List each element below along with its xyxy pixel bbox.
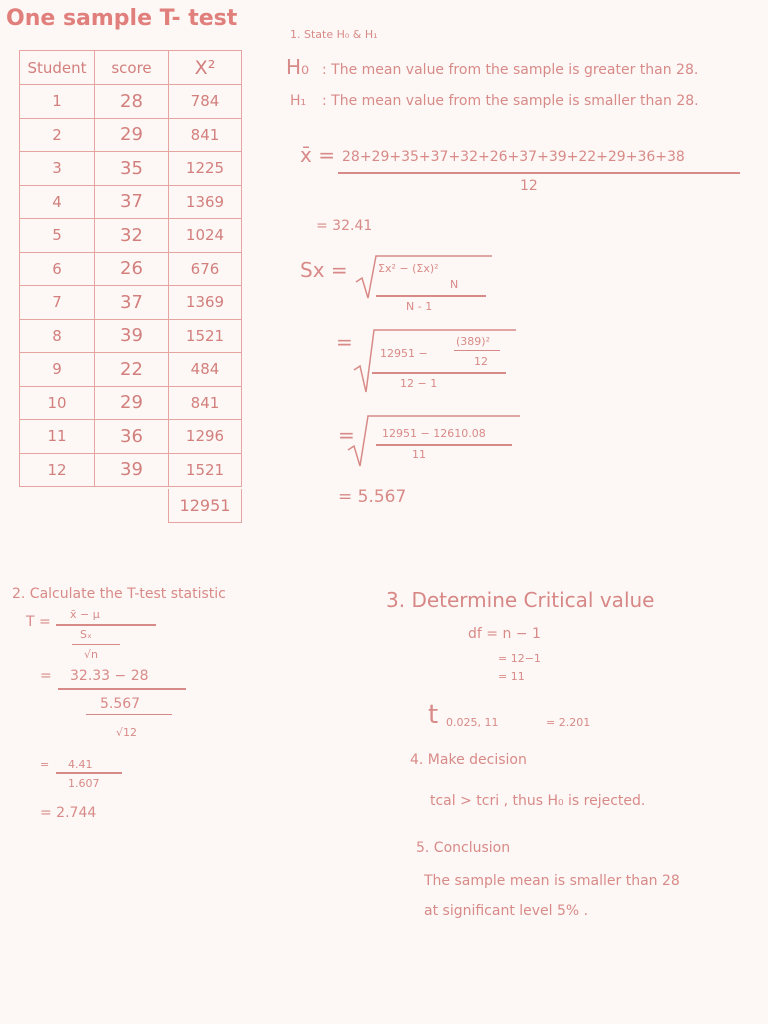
table-row — [20, 453, 242, 487]
conclusion-line-1: The sample mean is smaller than 28 — [424, 873, 680, 889]
cell-score: 29 — [95, 118, 169, 152]
table-row — [20, 219, 242, 253]
sx2-inner-denominator: 12 — [474, 355, 488, 368]
cell-score: 32 — [95, 219, 169, 253]
cell-score: 22 — [95, 353, 169, 387]
cell-x-squared: 784 — [169, 85, 242, 119]
h0-label: H₀ — [286, 55, 310, 79]
cell-student: 11 — [20, 420, 95, 454]
h1-text: : The mean value from the sample is smaller than 28. — [322, 93, 699, 109]
cell-score: 29 — [95, 386, 169, 420]
table-row — [20, 319, 242, 353]
table-row — [20, 353, 242, 387]
cell-student: 5 — [20, 219, 95, 253]
cell-x-squared: 1296 — [169, 420, 242, 454]
conclusion-line-2: at significant level 5% . — [424, 903, 589, 919]
cell-x-squared: 1225 — [169, 152, 242, 186]
cell-student: 6 — [20, 252, 95, 286]
table-row — [20, 85, 242, 119]
cell-score: 36 — [95, 420, 169, 454]
table-row — [20, 152, 242, 186]
table-row — [20, 185, 242, 219]
sx-result: = 5.567 — [338, 487, 407, 507]
table-header-row — [20, 51, 242, 85]
sx-lhs: Sx = — [300, 258, 348, 282]
cell-x-squared: 841 — [169, 386, 242, 420]
cell-student: 1 — [20, 85, 95, 119]
cell-student: 7 — [20, 286, 95, 320]
t-critical-symbol: t — [428, 700, 439, 730]
sx-denominator: N - 1 — [406, 300, 433, 313]
cell-student: 3 — [20, 152, 95, 186]
sx3-fraction-line — [376, 444, 512, 446]
table-row — [20, 286, 242, 320]
header-student: Student — [20, 51, 95, 85]
t-critical-value: = 2.201 — [546, 716, 591, 729]
table-row — [20, 386, 242, 420]
cell-student: 12 — [20, 453, 95, 487]
sqrt-sign-1 — [354, 252, 494, 300]
line3-fraction-line — [56, 772, 122, 774]
cell-student: 8 — [20, 319, 95, 353]
decision-text: tcal > tcri , thus H₀ is rejected. — [430, 793, 646, 809]
step4-heading: 4. Make decision — [410, 752, 527, 768]
cell-student: 9 — [20, 353, 95, 387]
step5-heading: 5. Conclusion — [416, 840, 511, 856]
sx-numerator-denominator: N — [450, 278, 459, 291]
cell-x-squared: 1521 — [169, 319, 242, 353]
table-row — [20, 118, 242, 152]
sqrt-sign-3 — [346, 412, 522, 468]
cell-x-squared: 1024 — [169, 219, 242, 253]
t-numerator: x̄ − μ — [70, 608, 100, 621]
line2-denominator-top: 5.567 — [100, 696, 141, 712]
sx2-inner-numerator: (389)² — [456, 335, 490, 348]
sum-x-squared: 12951 — [168, 489, 242, 523]
t-fraction-line — [56, 624, 156, 626]
sx3-eq: = — [338, 423, 355, 447]
line2-numerator: 32.33 − 28 — [70, 668, 149, 684]
t-denominator-bottom: √n — [84, 648, 98, 661]
line3-eq: = — [40, 758, 50, 771]
step2-heading: 2. Calculate the T-test statistic — [12, 586, 226, 602]
step3-heading: 3. Determine Critical value — [386, 588, 655, 612]
cell-x-squared: 484 — [169, 353, 242, 387]
mean-denominator: 12 — [520, 178, 538, 194]
mean-fraction-line — [338, 172, 740, 174]
table-row — [20, 252, 242, 286]
t-denominator-top: Sₓ — [80, 628, 92, 641]
sx2-eq: = — [336, 330, 353, 354]
df-substitution: = 12−1 — [498, 652, 541, 665]
sx2-fraction-line — [372, 372, 506, 374]
sx2-numerator: 12951 − — [380, 347, 428, 360]
cell-x-squared: 1369 — [169, 286, 242, 320]
mean-lhs: x̄ = — [300, 143, 335, 167]
sx3-denominator: 11 — [412, 448, 426, 461]
header-score: score — [95, 51, 169, 85]
sx-numerator: Σx² − (Σx)² — [378, 262, 439, 275]
df-result: = 11 — [498, 670, 525, 683]
cell-score: 37 — [95, 185, 169, 219]
sx-fraction-line — [376, 295, 486, 297]
cell-score: 28 — [95, 85, 169, 119]
scores-table — [19, 50, 242, 487]
df-formula: df = n − 1 — [468, 626, 541, 642]
cell-score: 26 — [95, 252, 169, 286]
sx3-numerator: 12951 − 12610.08 — [382, 427, 486, 440]
cell-student: 4 — [20, 185, 95, 219]
h0-text: : The mean value from the sample is greater than 28. — [322, 62, 699, 78]
cell-score: 39 — [95, 319, 169, 353]
sx2-inner-fraction-line — [454, 350, 500, 351]
page-title: One sample T- test — [6, 6, 238, 31]
line2-denominator-bottom: √12 — [116, 726, 138, 739]
line2-fraction-line — [58, 688, 186, 690]
mean-result: = 32.41 — [316, 218, 373, 234]
cell-score: 37 — [95, 286, 169, 320]
sx2-denominator: 12 − 1 — [400, 377, 438, 390]
t-lhs: T = — [26, 614, 51, 630]
cell-student: 10 — [20, 386, 95, 420]
cell-score: 35 — [95, 152, 169, 186]
t-result: = 2.744 — [40, 805, 97, 821]
t-critical-subscript: 0.025, 11 — [446, 716, 499, 729]
cell-x-squared: 1369 — [169, 185, 242, 219]
cell-score: 39 — [95, 453, 169, 487]
table-row — [20, 420, 242, 454]
cell-x-squared: 841 — [169, 118, 242, 152]
mean-numerator: 28+29+35+37+32+26+37+39+22+29+36+38 — [342, 149, 685, 165]
line2-eq: = — [40, 668, 52, 684]
t-inner-fraction-line — [72, 644, 120, 645]
cell-x-squared: 1521 — [169, 453, 242, 487]
line3-numerator: 4.41 — [68, 758, 93, 771]
line2-inner-fraction-line — [86, 714, 172, 715]
header-x-squared: X² — [169, 51, 242, 85]
h1-label: H₁ — [290, 93, 307, 109]
cell-x-squared: 676 — [169, 252, 242, 286]
line3-denominator: 1.607 — [68, 777, 100, 790]
cell-student: 2 — [20, 118, 95, 152]
step1-heading: 1. State H₀ & H₁ — [290, 28, 378, 41]
